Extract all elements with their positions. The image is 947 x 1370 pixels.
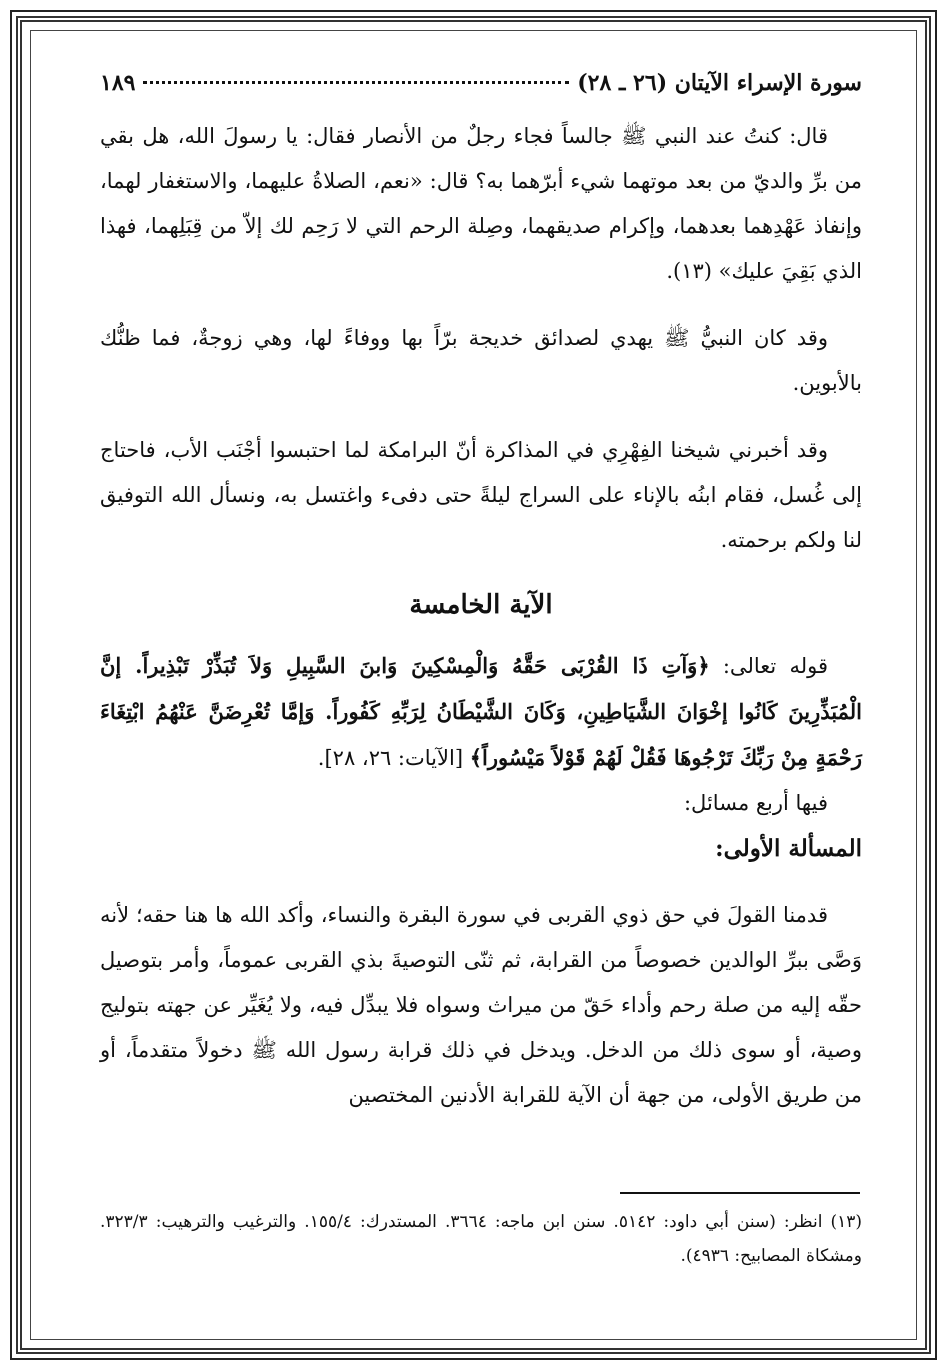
quran-verse: ﴿وَآتِ ذَا القُرْبَى حَقَّهُ وَالْمِسْكِينَ وَابنَ السَّبِيلِ وَلاَ تُبَذِّرْ تَبْذِيراً. إنَّ الْمُبَذِّرِينَ كَانُوا إخْوَانَ الشَّيَاطِينِ، وَكَانَ الشَّيْطَانُ لِرَبِّهِ كَفُوراً. وَإمَّا تُعْرِضَنَّ عَنْهُمُ ابْتِغَاءَ رَحْمَةٍ مِنْ رَبِّكَ تَرْجُوهَا فَقُلْ لَهُمْ قَوْلاً مَيْسُوراً﴾ xyxy=(100,653,862,770)
issues-intro: فيها أربع مسائل: xyxy=(683,791,828,815)
header-leader-dots xyxy=(143,81,569,84)
paragraph-barmakids: وقد أخبرني شيخنا الفِهْرِي في المذاكرة أنّ البرامكة لما احتبسوا أجْنَب الأب، فاحتاج إلى غُسل، فقام ابنُه بالإناء على السراج ليلةً حتى دفىء واغتسل به، ونسأل الله التوفيق لنا ولكم برحمته. xyxy=(100,438,862,552)
section-heading: الآية الخامسة xyxy=(409,590,553,620)
verse-reference: [الآيات: ٢٦، ٢٨]. xyxy=(317,746,470,770)
page-number: ١٨٩ xyxy=(100,70,136,96)
footnote: (١٣) انظر: (سنن أبي داود: ٥١٤٢. سنن ابن ماجه: ٣٦٦٤. المستدرك: ١٥٥/٤. والترغيب والترهيب: ٣٢٣/٣. ومشكاة المصابيح: ٤٩٣٦). xyxy=(100,1212,862,1266)
verse-intro: قوله تعالى: xyxy=(709,654,828,678)
issue-heading: المسألة الأولى: xyxy=(715,835,862,862)
footnote-separator xyxy=(620,1192,860,1194)
paragraph-khadija: وقد كان النبيُّ ﷺ يهدي لصدائق خديجة برّاً بها ووفاءً لها، وهي زوجةٌ، فما ظنُّك بالأبوين. xyxy=(100,326,862,395)
running-header xyxy=(100,70,862,114)
chapter-title: سورة الإسراء الآيتان (٢٦ ـ ٢٨) xyxy=(577,70,862,96)
paragraph-hadith: قال: كنتُ عند النبي ﷺ جالساً فجاء رجلٌ من الأنصار فقال: يا رسولَ الله، هل بقي من برِّ والديّ من بعد موتهما شيء أبرّهما به؟ قال: «نعم، الصلاةُ عليهما، والاستغفار لهما، وإنفاذ عَهْدِهما بعدهما، وإكرام صديقهما، وصِلة الرحم التي لا رَحِم لك إلاّ من قِبَلِهما، فهذا الذي بَقِيَ عليك» (١٣). xyxy=(100,124,862,283)
verse-paragraph xyxy=(100,643,862,781)
page-content xyxy=(100,70,862,1118)
issue-paragraph: قدمنا القولَ في حق ذوي القربى في سورة البقرة والنساء، وأكد الله ها هنا حقه؛ لأنه وَصَّى ببرِّ الوالدين خصوصاً من القرابة، ثم ثنّى التوصيةَ بذي القربى عموماً، وأمر بتوصيل حقّه إليه من صلة رحم وأداء حَقّ من ميراث وسواه فلا يبدِّل فيه، ولا يُغَيِّر عن جهته بتوليج وصية، أو سوى ذلك من الدخل. ويدخل في ذلك قرابة رسول الله ﷺ دخولاً متقدماً، أو من طريق الأولى، من جهة أن الآية للقرابة الأدنين المختصين xyxy=(100,903,862,1107)
